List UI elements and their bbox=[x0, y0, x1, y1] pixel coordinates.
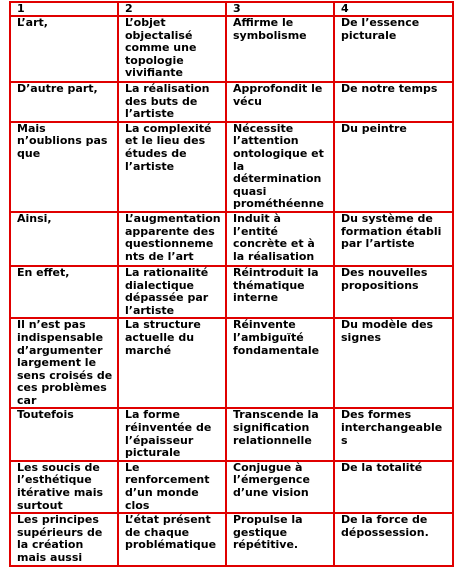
table-cell: La forme réinventée de l’épaisseur picturale bbox=[118, 408, 226, 460]
table-cell: L’augmentation apparente des questionnements de l’art bbox=[118, 212, 226, 266]
table-cell: Réintroduit la thématique interne bbox=[226, 266, 334, 318]
table-row bbox=[10, 408, 453, 460]
table-cell: Du système de formation établi par l’artiste bbox=[334, 212, 453, 266]
table-cell: Réinvente l’ambiguïté fondamentale bbox=[226, 318, 334, 408]
table-cell: Affirme le symbolisme bbox=[226, 16, 334, 82]
column-header-2: 2 bbox=[118, 2, 226, 16]
table-cell: En effet, bbox=[10, 266, 118, 318]
table-row bbox=[10, 318, 453, 408]
table-cell: Nécessite l’attention ontologique et la détermination quasi prométhéenne bbox=[226, 122, 334, 212]
table-cell: La réalisation des buts de l’artiste bbox=[118, 82, 226, 122]
table-row bbox=[10, 16, 453, 82]
table-cell: L’objet objectalisé comme une topologie vivifiante bbox=[118, 16, 226, 82]
table-cell: Conjugue à l’émergence d’une vision bbox=[226, 461, 334, 513]
table-cell: Des nouvelles propositions bbox=[334, 266, 453, 318]
table-cell: De la totalité bbox=[334, 461, 453, 513]
table-cell: Induit à l’entité concrète et à la réalisation bbox=[226, 212, 334, 266]
table-cell: Transcende la signification relationnelle bbox=[226, 408, 334, 460]
table-cell: La rationalité dialectique dépassée par l’artiste bbox=[118, 266, 226, 318]
table-row bbox=[10, 212, 453, 266]
table-cell: Le renforcement d’un monde clos bbox=[118, 461, 226, 513]
table-cell: Il n’est pas indispensable d’argumenter largement le sens croisés de ces problèmes car bbox=[10, 318, 118, 408]
table-cell: Les soucis de l’esthétique itérative mais surtout bbox=[10, 461, 118, 513]
table-cell: Toutefois bbox=[10, 408, 118, 460]
table-cell: La structure actuelle du marché bbox=[118, 318, 226, 408]
table-cell: Propulse la gestique répétitive. bbox=[226, 513, 334, 565]
table-cell: De l’essence picturale bbox=[334, 16, 453, 82]
table-cell: De notre temps bbox=[334, 82, 453, 122]
column-header-3: 3 bbox=[226, 2, 334, 16]
table-cell: L’état présent de chaque problématique bbox=[118, 513, 226, 565]
table-cell: Du peintre bbox=[334, 122, 453, 212]
table-cell: Des formes interchangeables bbox=[334, 408, 453, 460]
column-header-4: 4 bbox=[334, 2, 453, 16]
table-cell: Ainsi, bbox=[10, 212, 118, 266]
table-cell: Approfondit le vécu bbox=[226, 82, 334, 122]
header-row bbox=[10, 2, 453, 16]
table-row bbox=[10, 461, 453, 513]
table-row bbox=[10, 266, 453, 318]
table-cell: La complexité et le lieu des études de l’artiste bbox=[118, 122, 226, 212]
table-cell: Les principes supérieurs de la création mais aussi bbox=[10, 513, 118, 565]
table-cell: De la force de dépossession. bbox=[334, 513, 453, 565]
table-row bbox=[10, 82, 453, 122]
table-cell: D’autre part, bbox=[10, 82, 118, 122]
table-row bbox=[10, 513, 453, 565]
table-cell: Mais n’oublions pas que bbox=[10, 122, 118, 212]
phrase-generator-table bbox=[9, 1, 454, 567]
table-row bbox=[10, 122, 453, 212]
column-header-1: 1 bbox=[10, 2, 118, 16]
table-cell: Du modèle des signes bbox=[334, 318, 453, 408]
table-cell: L’art, bbox=[10, 16, 118, 82]
